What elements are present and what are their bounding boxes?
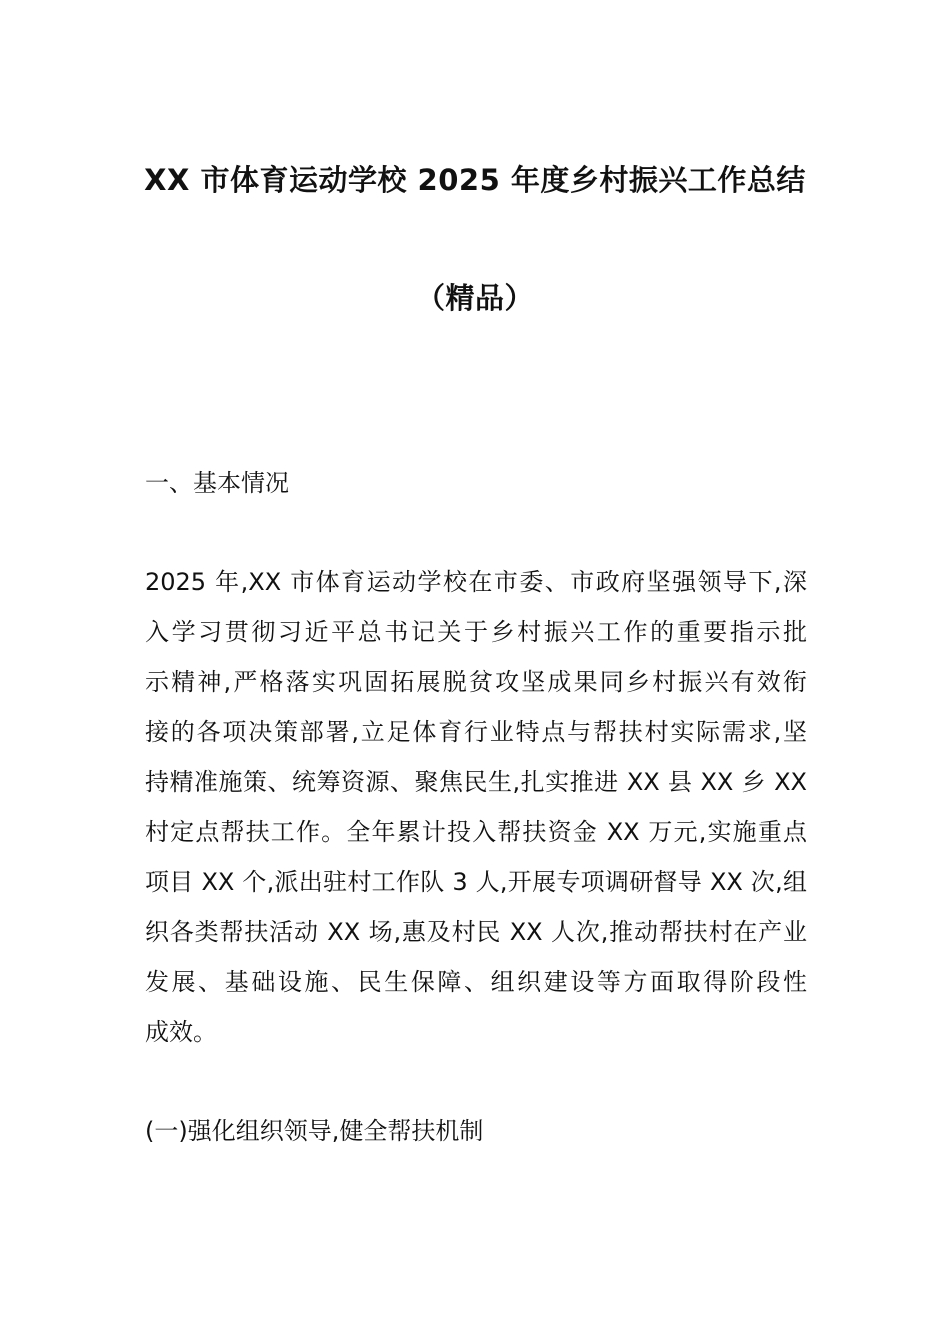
paragraph-line: 接的各项决策部署,立足体育行业特点与帮扶村实际需求,坚	[145, 718, 807, 746]
document-title: XX 市体育运动学校 2025 年度乡村振兴工作总结	[144, 163, 806, 197]
document-title-suffix: （精品）	[415, 281, 534, 315]
section-heading-basic-situation: 一、基本情况	[145, 469, 289, 497]
paragraph-line: 入学习贯彻习近平总书记关于乡村振兴工作的重要指示批	[145, 618, 807, 646]
paragraph-line: 发展、基础设施、民生保障、组织建设等方面取得阶段性	[145, 968, 807, 996]
paragraph-line: 2025 年,XX 市体育运动学校在市委、市政府坚强领导下,深	[145, 568, 807, 596]
paragraph-line: 成效。	[145, 1018, 217, 1046]
paragraph-line: 项目 XX 个,派出驻村工作队 3 人,开展专项调研督导 XX 次,组	[145, 868, 807, 896]
paragraph-line: 织各类帮扶活动 XX 场,惠及村民 XX 人次,推动帮扶村在产业	[145, 918, 807, 946]
paragraph-line: 村定点帮扶工作。全年累计投入帮扶资金 XX 万元,实施重点	[145, 818, 807, 846]
subsection-heading-organization: (一)强化组织领导,健全帮扶机制	[145, 1117, 484, 1145]
paragraph-basic-situation	[145, 564, 807, 1064]
paragraph-line: 持精准施策、统筹资源、聚焦民生,扎实推进 XX 县 XX 乡 XX	[145, 768, 807, 796]
paragraph-line: 示精神,严格落实巩固拓展脱贫攻坚成果同乡村振兴有效衔	[145, 668, 807, 696]
